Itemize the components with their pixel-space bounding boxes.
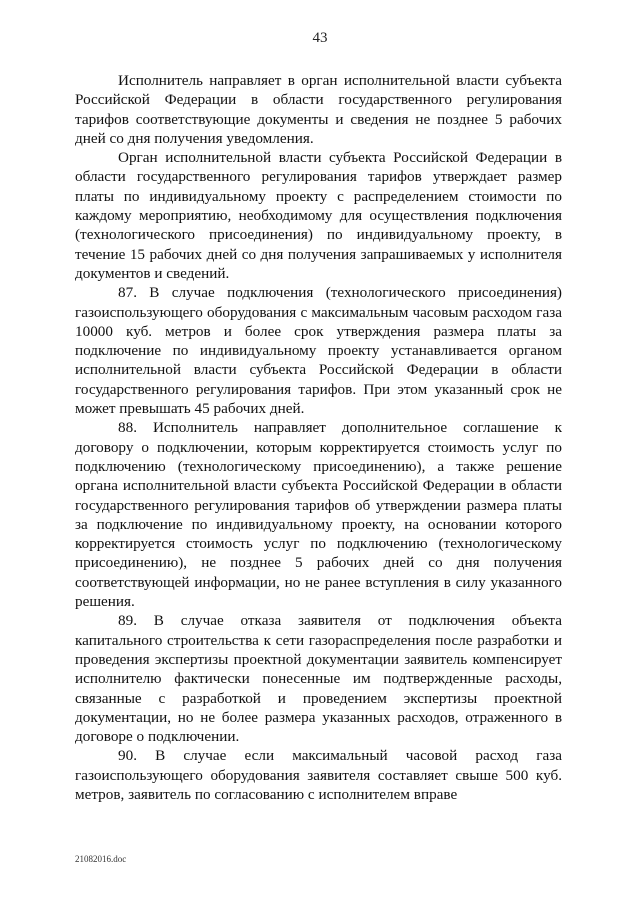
footer-filename: 21082016.doc: [75, 854, 127, 864]
paragraph-2: Орган исполнительной власти субъекта Российской Федерации в области государственного регулирования тарифов утверждает размер платы по индивидуальному проекту с распределением стоимости по каждому мероприятию, необходимому для осуществления подключения (технологического присоединения) по индивидуальному проекту, в течение 15 рабочих дней со дня получения запрашиваемых у исполнителя документов и сведений.: [75, 149, 562, 282]
paragraph-87: 87. В случае подключения (технологического присоединения) газоиспользующего оборудования с максимальным часовым расходом газа 10000 куб. метров и более срок утверждения размера платы за подключение по индивидуальному проекту устанавливается органом исполнительной власти субъекта Российской Федерации в области государственного регулирования тарифов. При этом указанный срок не может превышать 45 рабочих дней.: [75, 284, 562, 418]
paragraph-1: Исполнитель направляет в орган исполнительной власти субъекта Российской Федерации в области государственного регулирования тарифов соответствующие документы и сведения не позднее 5 рабочих дней со дня получения уведомления.: [75, 72, 562, 147]
page-number: 43: [312, 30, 328, 46]
document-body: [75, 71, 562, 804]
paragraph-90: 90. В случае если максимальный часовой расход газа газоиспользующего оборудования заявителя составляет свыше 500 куб. метров, заявитель по согласованию с исполнителем вправе: [75, 747, 562, 803]
paragraph-89: 89. В случае отказа заявителя от подключения объекта капитального строительства к сети газораспределения после разработки и проведения экспертизы проектной документации заявитель компенсирует исполнителю фактически понесенные им подтвержденные расходы, связанные с разработкой и проведением экспертизы проектной документации, но не более размера указанных расходов, отраженного в договоре о подключении.: [75, 612, 562, 746]
paragraph-88: 88. Исполнитель направляет дополнительное соглашение к договору о подключении, которым корректируется стоимость услуг по подключению (технологическому присоединению), а также решение органа исполнительной власти субъекта Российской Федерации в области государственного регулирования тарифов об утверждении размера платы за подключение по индивидуальному проекту, на основании которого корректируется стоимость услуг по подключению (технологическому присоединению), не позднее 5 рабочих дней со дня получения соответствующей информации, но не ранее вступления в силу указанного решения.: [75, 419, 562, 611]
